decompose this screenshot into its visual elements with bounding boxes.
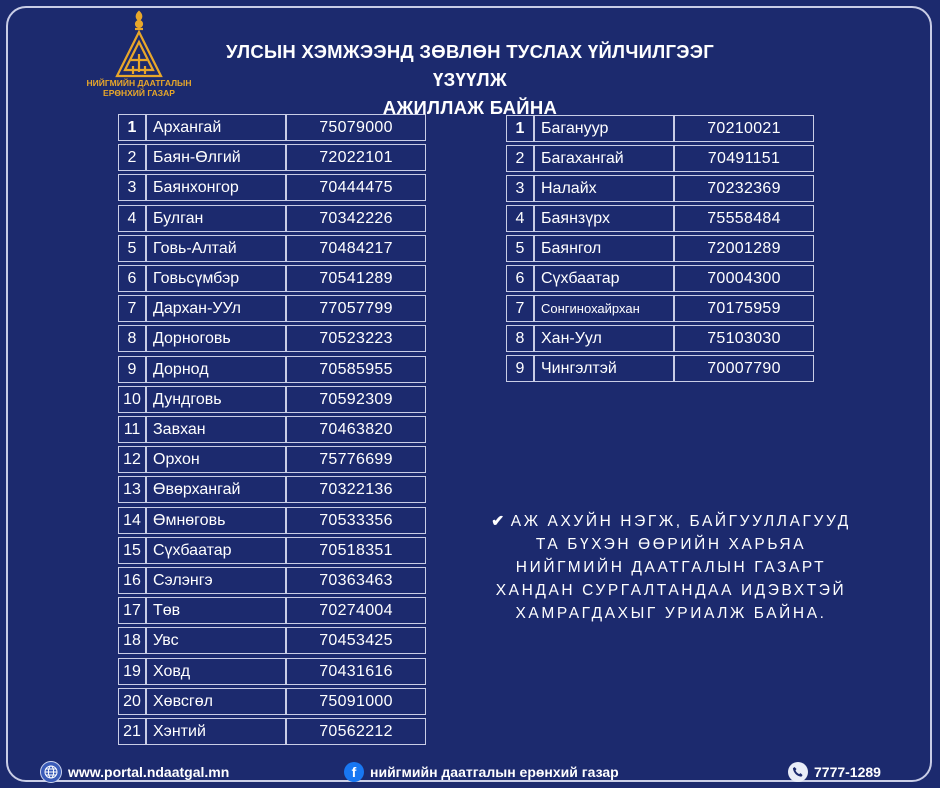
row-number: 3 [506, 175, 534, 202]
phone-number-cell: 70342226 [286, 205, 426, 232]
row-number: 2 [506, 145, 534, 172]
table-row [118, 627, 426, 655]
phone-number-cell: 70175959 [674, 295, 814, 322]
logo-text-line1: НИЙГМИЙН ДААТГАЛЫН [86, 78, 192, 88]
table-row [118, 507, 426, 535]
table-row [506, 235, 814, 263]
phone-number-cell: 70444475 [286, 174, 426, 201]
phone-number-cell: 70523223 [286, 325, 426, 352]
table-row [118, 356, 426, 384]
table-row [118, 476, 426, 504]
location-name: Говь-Алтай [146, 235, 286, 262]
phone-icon [788, 762, 808, 782]
location-name: Увс [146, 627, 286, 654]
phone-number-cell: 70210021 [674, 115, 814, 142]
phone-number-cell: 70592309 [286, 386, 426, 413]
location-name: Дундговь [146, 386, 286, 413]
mongolian-emblem-icon [111, 10, 167, 78]
phone-number-cell: 70585955 [286, 356, 426, 383]
location-name: Орхон [146, 446, 286, 473]
row-number: 15 [118, 537, 146, 564]
table-row [118, 567, 426, 595]
table-row [118, 416, 426, 444]
table-row [118, 265, 426, 293]
phone-number-cell: 70541289 [286, 265, 426, 292]
row-number: 11 [118, 416, 146, 443]
row-number: 7 [506, 295, 534, 322]
location-name: Баянхонгор [146, 174, 286, 201]
location-name: Хөвсгөл [146, 688, 286, 715]
note-line4: ХАНДАН СУРГАЛТАНДАА ИДЭВХТЭЙ [495, 582, 847, 599]
table-row [118, 144, 426, 172]
phone-number-cell: 75558484 [674, 205, 814, 232]
row-number: 17 [118, 597, 146, 624]
row-number: 1 [118, 114, 146, 141]
table-row [506, 145, 814, 173]
note-line2: ТА БҮХЭН ӨӨРИЙН ХАРЬЯА [535, 536, 807, 553]
row-number: 6 [118, 265, 146, 292]
note-line3: НИЙГМИЙН ДААТГАЛЫН ГАЗАРТ [515, 559, 827, 576]
table-row [118, 537, 426, 565]
location-name: Дорноговь [146, 325, 286, 352]
table-row [118, 386, 426, 414]
table-row [506, 205, 814, 233]
row-number: 13 [118, 476, 146, 503]
phone-number-cell: 70484217 [286, 235, 426, 262]
location-name: Сүхбаатар [534, 265, 674, 292]
phone-number-cell: 70491151 [674, 145, 814, 172]
row-number: 8 [118, 325, 146, 352]
row-number: 8 [506, 325, 534, 352]
title-line2: АЖИЛЛАЖ БАЙНА [382, 97, 558, 118]
phone-number-cell: 70562212 [286, 718, 426, 745]
location-name: Төв [146, 597, 286, 624]
appeal-note [456, 510, 886, 625]
phone-number-cell: 70004300 [674, 265, 814, 292]
row-number: 4 [118, 205, 146, 232]
table-row [118, 174, 426, 202]
phone-number-cell: 70518351 [286, 537, 426, 564]
aimag-phone-table [118, 114, 426, 750]
location-name: Сонгинохайрхан [534, 295, 674, 322]
location-name: Булган [146, 205, 286, 232]
table-row [118, 446, 426, 474]
table-row [506, 115, 814, 143]
district-phone-table [506, 115, 814, 385]
phone-number-cell: 70007790 [674, 355, 814, 382]
table-row [506, 265, 814, 293]
row-number: 4 [506, 205, 534, 232]
location-name: Ховд [146, 658, 286, 685]
row-number: 19 [118, 658, 146, 685]
title-line1: УЛСЫН ХЭМЖЭЭНД ЗӨВЛӨН ТУСЛАХ ҮЙЛЧИЛГЭЭГ ҮЗҮҮЛЖ [225, 41, 715, 90]
row-number: 16 [118, 567, 146, 594]
phone-number-cell: 70232369 [674, 175, 814, 202]
row-number: 9 [506, 355, 534, 382]
phone-number-cell: 70431616 [286, 658, 426, 685]
location-name: Баянгол [534, 235, 674, 262]
footer-phone[interactable] [788, 760, 881, 784]
location-name: Сэлэнгэ [146, 567, 286, 594]
row-number: 10 [118, 386, 146, 413]
location-name: Баянзүрх [534, 205, 674, 232]
location-name: Завхан [146, 416, 286, 443]
location-name: Хан-Уул [534, 325, 674, 352]
phone-number-cell: 72001289 [674, 235, 814, 262]
note-line5: ХАМРАГДАХЫГ УРИАЛЖ БАЙНА. [515, 605, 827, 622]
note-line1: АЖ АХУЙН НЭГЖ, БАЙГУУЛЛАГУУД [510, 513, 851, 530]
row-number: 20 [118, 688, 146, 715]
phone-number-cell: 77057799 [286, 295, 426, 322]
phone-number-cell: 70322136 [286, 476, 426, 503]
facebook-link[interactable]: нийгмийн даатгалын ерөнхий газар [370, 764, 619, 780]
table-row [506, 355, 814, 383]
phone-number-cell: 70363463 [286, 567, 426, 594]
phone-number[interactable]: 7777-1289 [814, 764, 881, 780]
phone-number-cell: 70463820 [286, 416, 426, 443]
phone-number-cell: 70533356 [286, 507, 426, 534]
location-name: Сүхбаатар [146, 537, 286, 564]
phone-number-cell: 75103030 [674, 325, 814, 352]
phone-number-cell: 75079000 [286, 114, 426, 141]
phone-number-cell: 72022101 [286, 144, 426, 171]
table-row [118, 597, 426, 625]
table-row [506, 175, 814, 203]
row-number: 1 [506, 115, 534, 142]
location-name: Өмнөговь [146, 507, 286, 534]
location-name: Өвөрхангай [146, 476, 286, 503]
row-number: 18 [118, 627, 146, 654]
row-number: 7 [118, 295, 146, 322]
table-row [118, 658, 426, 686]
table-row [118, 114, 426, 142]
table-row [118, 205, 426, 233]
facebook-icon: f [344, 762, 364, 782]
location-name: Дархан-УУл [146, 295, 286, 322]
phone-number-cell: 75091000 [286, 688, 426, 715]
location-name: Баян-Өлгий [146, 144, 286, 171]
logo [78, 10, 200, 102]
table-row [118, 295, 426, 323]
phone-number-cell: 70453425 [286, 627, 426, 654]
location-name: Архангай [146, 114, 286, 141]
globe-icon [40, 761, 62, 783]
logo-text-line2: ЕРӨНХИЙ ГАЗАР [103, 88, 175, 98]
website-link[interactable]: www.portal.ndaatgal.mn [68, 764, 230, 780]
row-number: 5 [506, 235, 534, 262]
location-name: Хэнтий [146, 718, 286, 745]
table-row [118, 235, 426, 263]
phone-number-cell: 70274004 [286, 597, 426, 624]
row-number: 2 [118, 144, 146, 171]
row-number: 14 [118, 507, 146, 534]
row-number: 9 [118, 356, 146, 383]
location-name: Багануур [534, 115, 674, 142]
phone-number-cell: 75776699 [286, 446, 426, 473]
row-number: 3 [118, 174, 146, 201]
location-name: Чингэлтэй [534, 355, 674, 382]
table-row [506, 325, 814, 353]
table-row [506, 295, 814, 323]
footer-website[interactable] [40, 760, 229, 784]
location-name: Багахангай [534, 145, 674, 172]
row-number: 12 [118, 446, 146, 473]
location-name: Налайх [534, 175, 674, 202]
location-name: Дорнод [146, 356, 286, 383]
table-row [118, 325, 426, 353]
table-row [118, 718, 426, 746]
checkmark-icon: ✔ [491, 513, 507, 530]
page-title [190, 38, 750, 122]
row-number: 6 [506, 265, 534, 292]
location-name: Говьсүмбэр [146, 265, 286, 292]
row-number: 21 [118, 718, 146, 745]
footer-facebook[interactable] [344, 760, 619, 784]
table-row [118, 688, 426, 716]
row-number: 5 [118, 235, 146, 262]
